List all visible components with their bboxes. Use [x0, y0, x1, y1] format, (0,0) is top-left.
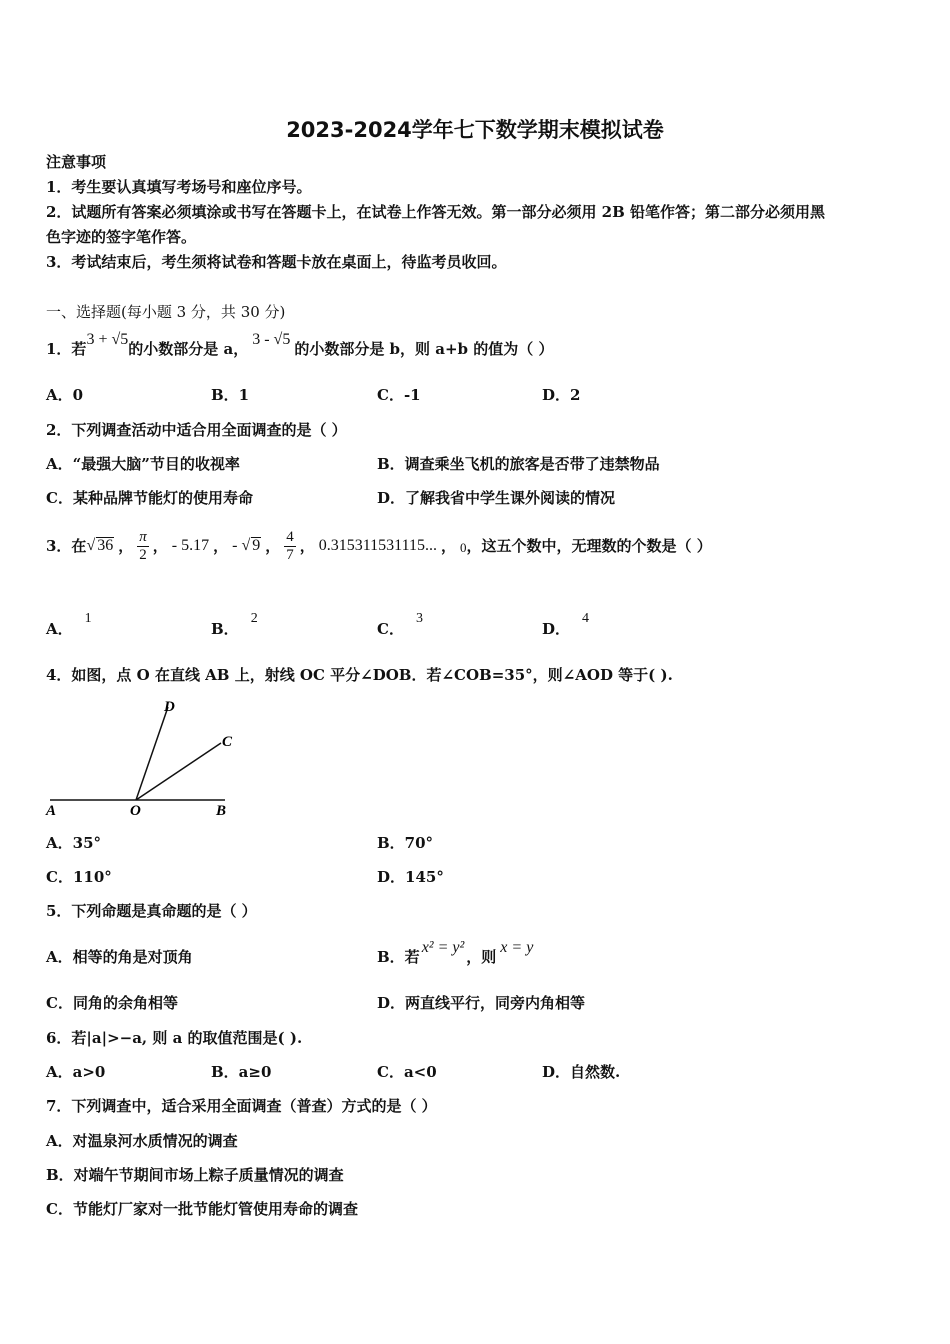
q5-option-d: D．两直线平行，同旁内角相等	[377, 994, 586, 1012]
label-a: A	[46, 803, 57, 819]
q3-text: ，这五个数中，无理数的个数是（ ）	[466, 537, 712, 555]
label-b: B	[216, 803, 227, 819]
q3-number: 0.315311531115...	[318, 537, 437, 554]
q4-option-c: C．110°	[46, 868, 112, 886]
label-o: O	[130, 803, 141, 819]
q1-text: 的小数部分是 b，则 a+b 的值为（ ）	[294, 340, 554, 358]
q6-option-b: B．a≥0	[211, 1063, 272, 1081]
label-c: C	[222, 734, 233, 750]
section-heading: 一、选择题(每小题 3 分，共 30 分)	[46, 303, 286, 321]
q1-option-c: C．-1	[377, 386, 421, 404]
q6-option-a: A．a>0	[46, 1063, 106, 1081]
q1-text: 的小数部分是 a，	[128, 340, 249, 358]
q3-fraction-pi-2: $\frac{\pi}{2}$	[139, 528, 147, 563]
q1-option-a: A．0	[46, 386, 84, 404]
label-d: D	[164, 699, 175, 715]
q3-fraction-4-7: $\frac{4}{7}$	[286, 528, 294, 563]
notice-heading: 注意事项	[46, 153, 107, 171]
q5-option-c: C．同角的余角相等	[46, 994, 178, 1012]
notice-item: 1．考生要认真填写考场号和座位序号。	[46, 178, 312, 196]
q1-option-d: D．2	[542, 386, 581, 404]
q2-option-b: B．调查乘坐飞机的旅客是否带了违禁物品	[377, 455, 660, 473]
question-7-stem: 7．下列调查中，适合采用全面调查（普查）方式的是（ ）	[46, 1097, 437, 1115]
q3-option-c: C．3	[377, 611, 423, 638]
notice-item: 3．考试结束后，考生须将试卷和答题卡放在桌面上，待监考员收回。	[46, 253, 507, 271]
q2-option-a: A．“最强大脑”节目的收视率	[46, 455, 240, 473]
q1-text: 1．若	[46, 340, 87, 358]
angle-figure	[40, 695, 250, 820]
q1-expr-2: 3 - √5	[252, 331, 291, 348]
q4-option-b: B．70°	[377, 834, 434, 852]
q7-option-b: B．对端午节期间市场上粽子质量情况的调查	[46, 1166, 344, 1184]
q1-expr-1: 3 + √5	[86, 331, 129, 348]
q3-radicand: 36	[97, 537, 114, 554]
q3-sqrt-36: √ 36	[86, 537, 114, 554]
q6-option-d: D．自然数.	[542, 1063, 621, 1081]
q3-option-d: D．4	[542, 611, 590, 638]
q1-option-b: B．1	[211, 386, 250, 404]
question-2-stem: 2．下列调查活动中适合用全面调查的是（ ）	[46, 421, 347, 439]
q7-option-c: C．节能灯厂家对一批节能灯管使用寿命的调查	[46, 1200, 358, 1218]
q3-option-a: A．1	[46, 611, 92, 638]
page-title: 2023-2024学年七下数学期末模拟试卷	[286, 118, 664, 142]
question-1-stem	[46, 331, 554, 360]
q3-text: 3．在	[46, 537, 87, 555]
q7-option-a: A．对温泉河水质情况的调查	[46, 1132, 238, 1150]
notice-item: 2．试题所有答案必须填涂或书写在答题卡上，在试卷上作答无效。第一部分必须用 2B 铅笔作答；第二部分必须用黑	[46, 203, 826, 221]
question-5-stem: 5．下列命题是真命题的是（ ）	[46, 902, 257, 920]
q2-option-c: C．某种品牌节能灯的使用寿命	[46, 489, 253, 507]
q2-option-d: D．了解我省中学生课外阅读的情况	[377, 489, 616, 507]
q5-option-a: A．相等的角是对顶角	[46, 948, 193, 966]
question-3-stem: 3．在 √ 36 ， $\frac{\pi}{2}$ ， - 5.17 ， - √ 9 ， $\frac{4}{7}$ ， 0.315311531115... ， 0 ，这五个数中，无理数的个数是（ ）	[46, 528, 712, 563]
ray-od	[136, 707, 168, 800]
q3-number: 0	[459, 540, 467, 555]
q3-number: - 5.17	[171, 537, 210, 554]
notice-item: 色字迹的签字笔作答。	[46, 228, 197, 246]
q4-option-d: D．145°	[377, 868, 444, 886]
question-6-stem: 6．若|a|>−a, 则 a 的取值范围是( ).	[46, 1029, 303, 1047]
q3-option-b: B．2	[211, 611, 258, 638]
q6-option-c: C．a<0	[377, 1063, 437, 1081]
q5-result: x = y	[500, 939, 534, 956]
q4-option-a: A．35°	[46, 834, 102, 852]
question-4-stem: 4．如图，点 O 在直线 AB 上，射线 OC 平分∠DOB．若∠COB=35°，则∠AOD 等于( ).	[46, 666, 673, 684]
q5-option-b: B．若x² = y²，则x = y	[377, 939, 534, 966]
ray-oc	[136, 743, 221, 800]
q5-condition: x² = y²	[421, 939, 465, 956]
q3-neg-sqrt-9: - √ 9	[232, 537, 261, 554]
